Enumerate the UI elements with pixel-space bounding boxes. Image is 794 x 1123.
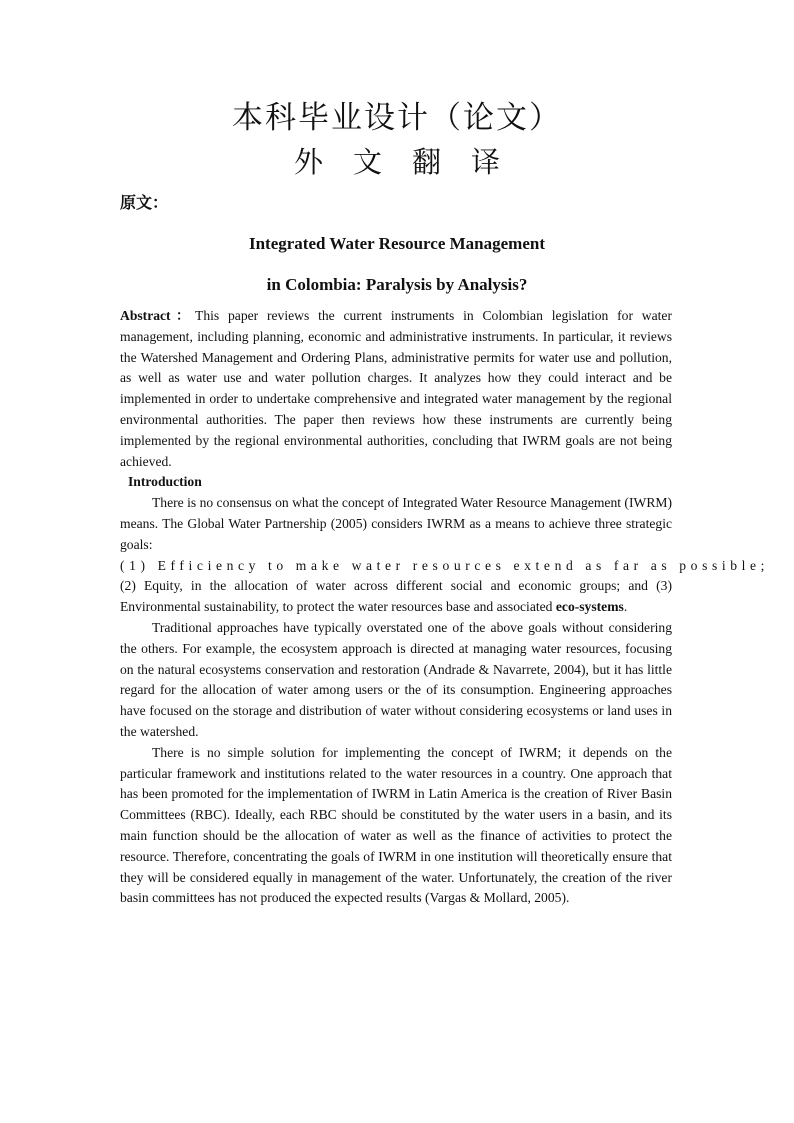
paper-title-line-2: in Colombia: Paralysis by Analysis? [266, 275, 528, 294]
abstract-paragraph [120, 306, 672, 472]
goal-line-2-3 [120, 576, 672, 618]
paper-title-line-1: Integrated Water Resource Management [248, 234, 546, 253]
goal-2-3-text: (2) Equity, in the allocation of water across different social and economic groups; and (3) Environmental sustainability, to protect the water resources base and associated [120, 578, 672, 615]
intro-paragraph-1: There is no consensus on what the concept of Integrated Water Resource Management (IWRM) means. The Global Water Partnership (2005) considers IWRM as a means to achieve three strategic goals: [120, 495, 672, 552]
goal-1-text: (1) Efficiency to make water resources extend as far as possible; [120, 557, 770, 573]
introduction-heading: Introduction [128, 474, 202, 490]
abstract-text: This paper reviews the current instruments in Colombian legislation for water management, including planning, economic and administrative instruments. In particular, it reviews the Watershed Management and Ordering Plans, administrative permits for water use and pollution, as well as water use and water pollution charges. It analyzes how they could interact and be implemented in order to undertake comprehensive and integrated water management by the regional environmental authorities. The paper then reviews how these instruments are currently being implemented by the regional environmental authorities, concluding that IWRM goals are not being achieved. [120, 308, 672, 469]
goal-2-3-end: . [623, 599, 628, 615]
goal-line-1 [120, 556, 770, 577]
intro-paragraph-3: There is no simple solution for implementing the concept of IWRM; it depends on the particular framework and institutions related to the water resources in a country. One approach that has been promoted for the implementation of IWRM in Latin America is the creation of River Basin Committees (RBC). Ideally, each RBC should be constituted by the water users in a basin, and its main function should be the allocation of water as well as the finance of activities to protect the resource. Therefore, concentrating the goals of IWRM in one institution will theoretically ensure that they will be considered equally in management of the water. Unfortunately, the creation of the river basin committees has not produced the expected results (Vargas & Mollard, 2005). [120, 744, 672, 906]
intro-paragraph-2: Traditional approaches have typically overstated one of the above goals without considering the others. For example, the ecosystem approach is directed at managing water resources, focusing on the natural ecosystems conservation and restoration (Andrade & Navarrete, 2004), but it has little regard for the allocation of water among users or the of its consumption. Engineering approaches have focused on the storage and distribution of water without considering ecosystems or land uses in the watershed. [120, 619, 672, 739]
source-label: 原文： [120, 193, 169, 212]
abstract-label: Abstract： [120, 308, 196, 323]
document-subtitle: 外文翻译 [293, 145, 530, 179]
document-title: 本科毕业设计（论文） [232, 100, 562, 136]
body-text [120, 306, 770, 909]
eco-systems-term: eco-systems [555, 599, 624, 615]
